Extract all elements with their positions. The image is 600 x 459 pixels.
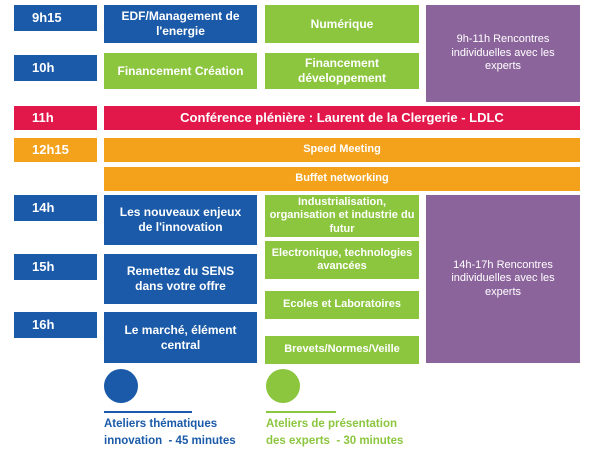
time-label-9h15: 9h15 xyxy=(14,5,97,31)
session-financement-developpement[interactable]: Financement développement xyxy=(265,53,419,89)
time-label-10h: 10h xyxy=(14,55,97,81)
legend-ateliers-experts xyxy=(266,416,403,449)
legend-ateliers-thematiques xyxy=(104,416,236,449)
conference-pleniere[interactable]: Conférence plénière : Laurent de la Clergerie - LDLC xyxy=(104,106,580,130)
legend-thematiques-line1: Ateliers thématiques xyxy=(104,418,218,430)
legend-experts-line2: des experts - 30 minutes xyxy=(266,434,404,447)
session-numerique[interactable]: Numérique xyxy=(265,5,419,43)
time-label-14h: 14h xyxy=(14,195,97,221)
session-financement-creation[interactable]: Financement Création xyxy=(104,53,257,89)
session-le-marche[interactable]: Le marché, élément central xyxy=(104,312,257,363)
time-label-15h: 15h xyxy=(14,254,97,280)
session-industrialisation[interactable]: Industrialisation, organisation et industrie du futur xyxy=(265,195,419,237)
session-ecoles-laboratoires[interactable]: Ecoles et Laboratoires xyxy=(265,291,419,319)
speed-meeting[interactable]: Speed Meeting xyxy=(104,138,580,162)
legend-blue-divider xyxy=(104,411,192,413)
rencontres-individuelles-morning[interactable]: 9h-11h Rencontres individuelles avec les experts xyxy=(426,5,580,102)
legend-experts-line1: Ateliers de présentation xyxy=(266,418,398,430)
session-brevets-normes-veille[interactable]: Brevets/Normes/Veille xyxy=(265,336,419,364)
legend-green-circle-icon xyxy=(266,369,300,403)
time-label-12h15: 12h15 xyxy=(14,138,97,162)
session-electronique[interactable]: Electronique, technologies avancées xyxy=(265,241,419,279)
buffet-networking[interactable]: Buffet networking xyxy=(104,167,580,191)
session-edf-management-energie[interactable]: EDF/Management de l'energie xyxy=(104,5,257,43)
time-label-16h: 16h xyxy=(14,312,97,338)
time-label-11h: 11h xyxy=(14,106,97,130)
session-nouveaux-enjeux-innovation[interactable]: Les nouveaux enjeux de l'innovation xyxy=(104,195,257,245)
legend-green-divider xyxy=(266,411,336,413)
legend-blue-circle-icon xyxy=(104,369,138,403)
session-remettez-du-sens[interactable]: Remettez du SENS dans votre offre xyxy=(104,254,257,304)
legend-thematiques-line2: innovation - 45 minutes xyxy=(104,434,236,447)
rencontres-individuelles-afternoon[interactable]: 14h-17h Rencontres individuelles avec les experts xyxy=(426,195,580,363)
